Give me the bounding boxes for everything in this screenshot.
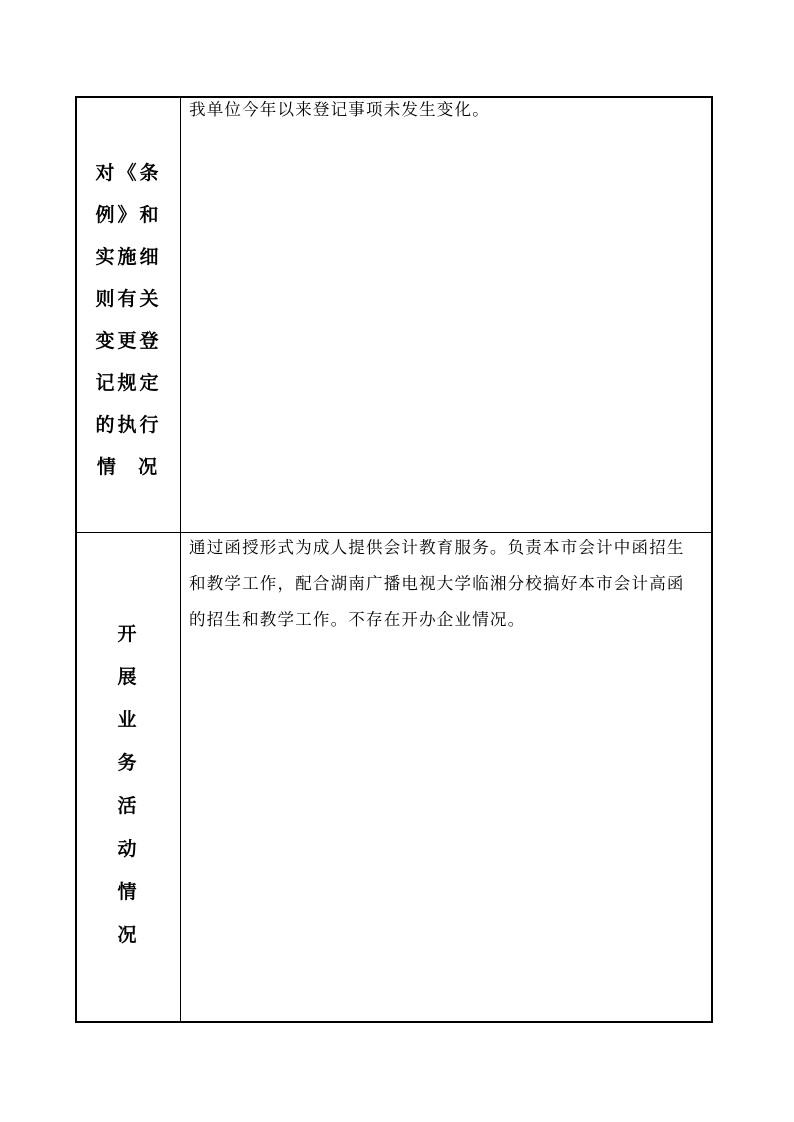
label-line: 则有关 <box>95 288 162 310</box>
content-line: 和教学工作，配合湖南广播电视大学临湘分校搞好本市会计高函 <box>189 574 685 593</box>
content-line: 通过函授形式为成人提供会计教育服务。负责本市会计中函招生 <box>189 538 685 557</box>
table-row-business-activities <box>77 533 711 1021</box>
content-line: 的招生和教学工作。不存在开办企业情况。 <box>189 610 526 629</box>
label-line: 记规定 <box>95 372 162 394</box>
label-line: 开 <box>117 623 140 645</box>
label-line: 例》和 <box>95 204 162 226</box>
content-cell-registration-changes <box>181 98 711 532</box>
label-line: 对《条 <box>95 162 162 184</box>
content-cell-business-activities <box>181 533 711 1021</box>
label-line: 业 <box>117 709 140 731</box>
label-line: 况 <box>117 924 140 946</box>
content-line: 我单位今年以来登记事项未发生变化。 <box>189 100 490 119</box>
label-line: 活 <box>117 795 140 817</box>
label-line: 动 <box>117 838 140 860</box>
label-line: 展 <box>117 666 140 688</box>
label-line: 变更登 <box>95 330 162 352</box>
label-cell-business-activities <box>77 533 180 1021</box>
registration-table <box>75 96 713 1023</box>
label-line: 实施细 <box>95 246 162 268</box>
label-line: 务 <box>117 752 140 774</box>
label-cell-registration-changes <box>77 98 180 532</box>
label-line: 情 <box>117 881 140 903</box>
label-line: 的执行 <box>95 414 162 436</box>
table-row-registration-changes <box>77 98 711 533</box>
label-line: 情 况 <box>96 456 161 478</box>
